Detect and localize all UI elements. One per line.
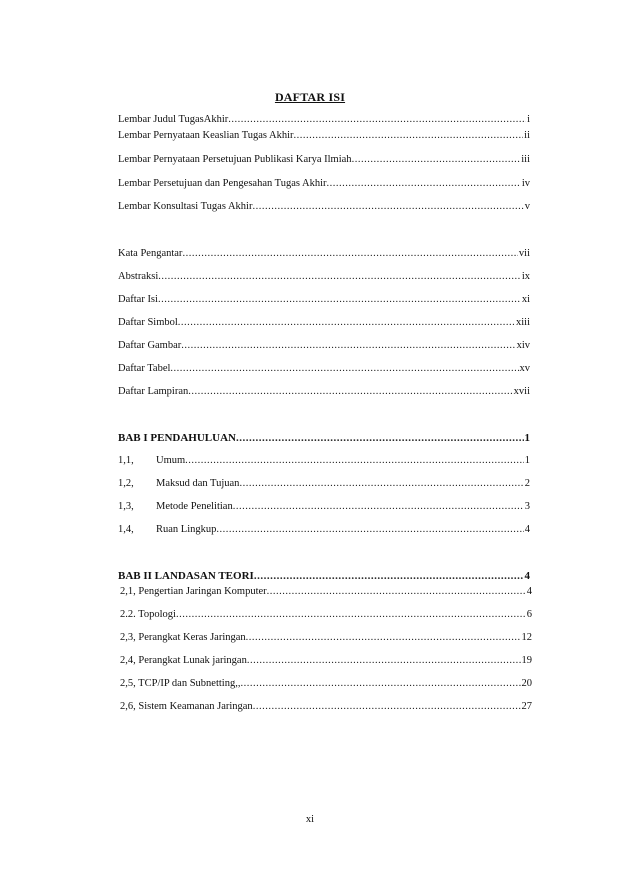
toc-entry-page: 27: [521, 701, 532, 712]
toc-entry: [118, 478, 530, 494]
toc-entry-label: 2,6, Sistem Keamanan Jaringan: [120, 701, 253, 712]
toc-entry-page: vii: [518, 248, 530, 259]
dot-leader: [188, 386, 512, 397]
toc-entry-label: Umum: [156, 455, 186, 466]
toc-entry-label: Daftar Simbol: [118, 317, 178, 328]
toc-entry: [120, 586, 532, 602]
toc-entry-page: xiv: [516, 340, 530, 351]
toc-entry: [118, 340, 530, 356]
toc-entry: [118, 386, 530, 402]
dot-leader: [216, 524, 523, 535]
page-number: xi: [305, 814, 315, 825]
page-title: DAFTAR ISI: [274, 90, 346, 104]
toc-entry-label: Lembar Pernyataan Keaslian Tugas Akhir: [118, 130, 294, 141]
toc-entry-label: 2.2. Topologi: [120, 609, 176, 620]
toc-entry-page: 20: [521, 678, 532, 689]
toc-entry-page: 19: [521, 655, 532, 666]
dot-leader: [233, 501, 524, 512]
toc-entry: [118, 294, 530, 310]
dot-leader: [228, 114, 526, 125]
toc-entry: [118, 201, 530, 217]
toc-entry-page: 4: [526, 586, 532, 597]
toc-entry-page: 1: [524, 455, 530, 466]
toc-entry: [120, 701, 532, 717]
toc-entry-page: xv: [519, 363, 530, 374]
toc-entry: [118, 524, 530, 540]
toc-entry: [118, 501, 530, 517]
dot-leader: [182, 248, 517, 259]
toc-entry-page: 4: [524, 570, 530, 582]
dot-leader: [236, 432, 524, 444]
toc-entry-page: v: [524, 201, 530, 212]
dot-leader: [185, 455, 524, 466]
toc-entry: [118, 271, 530, 287]
toc-entry: [120, 632, 532, 648]
toc-entry: [118, 363, 530, 379]
toc-entry-label: Ruan Lingkup: [156, 524, 217, 535]
toc-entry: [118, 455, 530, 471]
toc-entry-page: xi: [521, 294, 530, 305]
toc-entry-label: Metode Penelitian: [156, 501, 233, 512]
dot-leader: [181, 340, 515, 351]
toc-entry-label: Daftar Isi: [118, 294, 158, 305]
toc-entry-number: 1,2,: [118, 478, 134, 489]
toc-entry-label: Daftar Tabel: [118, 363, 171, 374]
toc-entry-label: Abstraksi: [118, 271, 159, 282]
toc-entry: [120, 655, 532, 671]
dot-leader: [252, 201, 523, 212]
toc-entry-number: 1,3,: [118, 501, 134, 512]
toc-entry-number: 1,4,: [118, 524, 134, 535]
toc-entry: [118, 154, 530, 170]
toc-entry-page: 6: [526, 609, 532, 620]
toc-chapter-entry: [118, 432, 530, 448]
toc-entry-label: Lembar Judul TugasAkhir: [118, 114, 229, 125]
dot-leader: [327, 178, 521, 189]
toc-entry-page: 2: [524, 478, 530, 489]
toc-entry-page: ii: [524, 130, 530, 141]
toc-entry-page: xvii: [513, 386, 530, 397]
toc-entry-page: 1: [524, 432, 530, 444]
toc-chapter-entry: [118, 570, 530, 586]
toc-entry: [118, 114, 530, 130]
dot-leader: [176, 609, 526, 620]
toc-entry-page: xiii: [515, 317, 530, 328]
dot-leader: [246, 632, 521, 643]
dot-leader: [240, 678, 520, 689]
toc-entry-label: Lembar Konsultasi Tugas Akhir: [118, 201, 253, 212]
toc-entry-page: ix: [521, 271, 530, 282]
toc-entry-label: Kata Pengantar: [118, 248, 183, 259]
toc-entry-number: 1,1,: [118, 455, 134, 466]
toc-entry-page: iv: [521, 178, 530, 189]
toc-entry-label: Maksud dan Tujuan: [156, 478, 240, 489]
toc-entry: [118, 248, 530, 264]
dot-leader: [352, 154, 521, 165]
dot-leader: [267, 586, 526, 597]
toc-entry-label: Daftar Gambar: [118, 340, 182, 351]
toc-entry-label: 2,5, TCP/IP dan Subnetting,,: [120, 678, 241, 689]
toc-entry-label: 2,3, Perangkat Keras Jaringan: [120, 632, 246, 643]
toc-entry-page: i: [527, 114, 530, 125]
dot-leader: [158, 294, 521, 305]
dot-leader: [178, 317, 515, 328]
toc-entry: [118, 317, 530, 333]
toc-entry-label: Daftar Lampiran: [118, 386, 189, 397]
dot-leader: [294, 130, 524, 141]
dot-leader: [247, 655, 521, 666]
dot-leader: [158, 271, 521, 282]
toc-entry: [118, 178, 530, 194]
toc-entry-label: BAB II LANDASAN TEORI: [118, 570, 254, 582]
toc-entry: [118, 130, 530, 146]
toc-entry-label: 2,1, Pengertian Jaringan Komputer: [120, 586, 267, 597]
toc-entry: [120, 609, 532, 625]
dot-leader: [254, 570, 524, 582]
toc-entry-page: iii: [521, 154, 530, 165]
toc-entry-label: Lembar Pernyataan Persetujuan Publikasi Karya Ilmiah: [118, 154, 352, 165]
toc-entry-page: 12: [521, 632, 532, 643]
toc-entry-label: BAB I PENDAHULUAN: [118, 432, 236, 444]
dot-leader: [239, 478, 523, 489]
dot-leader: [170, 363, 518, 374]
toc-entry-label: Lembar Persetujuan dan Pengesahan Tugas Akhir: [118, 178, 327, 189]
toc-entry-page: 3: [524, 501, 530, 512]
dot-leader: [253, 701, 521, 712]
toc-entry-label: 2,4, Perangkat Lunak jaringan: [120, 655, 247, 666]
toc-entry: [120, 678, 532, 694]
toc-entry-page: 4: [524, 524, 530, 535]
